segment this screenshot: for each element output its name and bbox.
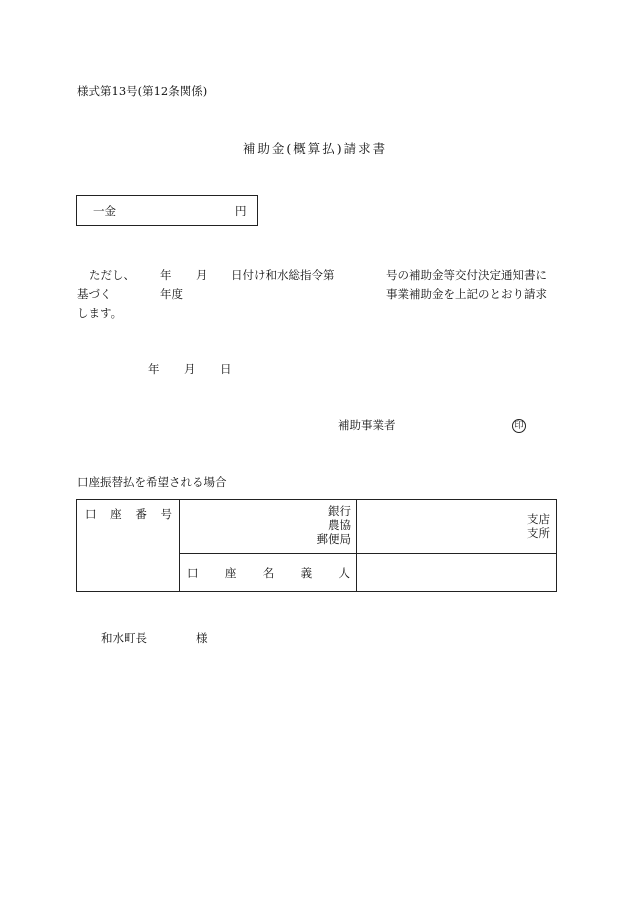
account-number-char: 座 — [110, 507, 122, 521]
body-line1-tail: 号の補助金等交付決定通知書に — [386, 268, 547, 282]
institution-agri-coop: 農協 — [328, 518, 351, 532]
bank-account-table — [76, 499, 557, 592]
body-line2-lead: 基づく — [77, 287, 112, 301]
account-holder-char: 口 — [187, 565, 199, 580]
applicant-label: 補助事業者 — [338, 418, 396, 432]
amount-box — [76, 195, 258, 226]
account-holder-char: 人 — [338, 565, 350, 580]
date-day-label: 日 — [220, 362, 232, 376]
branch-shiten: 支店 — [527, 512, 550, 526]
addressee-name: 和水町長 — [101, 631, 147, 645]
account-holder-char: 義 — [300, 565, 313, 580]
body-reference: 日付け和水総指令第 — [231, 268, 335, 282]
body-line2-tail: 事業補助金を上記のとおり請求 — [386, 287, 547, 301]
institution-cell — [180, 500, 357, 554]
date-month-label: 月 — [184, 362, 196, 376]
account-holder-char: 座 — [224, 565, 237, 580]
body-lead: ただし、 — [89, 268, 135, 282]
account-number-char: 号 — [160, 507, 172, 521]
date-year-label: 年 — [148, 362, 160, 376]
body-year-label: 年 — [160, 268, 172, 282]
document-title: 補助金(概算払)請求書 — [242, 141, 388, 156]
account-number-label-cell — [77, 500, 180, 592]
branch-cell — [357, 500, 557, 554]
account-number-char: 番 — [135, 507, 147, 521]
institution-bank: 銀行 — [328, 504, 351, 518]
amount-prefix: 一金 — [93, 204, 116, 218]
account-holder-label-cell — [180, 554, 357, 592]
body-fiscal-year-label: 年度 — [160, 287, 183, 301]
branch-shisho: 支所 — [527, 526, 550, 540]
institution-post-office: 郵便局 — [316, 532, 351, 546]
body-line3: します。 — [77, 306, 123, 320]
account-number-char: 口 — [85, 507, 97, 521]
bank-section-heading: 口座振替払を希望される場合 — [77, 475, 227, 489]
seal-mark: 印 — [512, 419, 526, 433]
body-month-label: 月 — [196, 268, 208, 282]
account-holder-value-cell — [357, 554, 557, 592]
amount-unit: 円 — [235, 204, 247, 218]
account-holder-char: 名 — [262, 565, 275, 580]
form-number: 様式第13号(第12条関係) — [77, 84, 208, 98]
addressee-honorific: 様 — [196, 631, 208, 645]
